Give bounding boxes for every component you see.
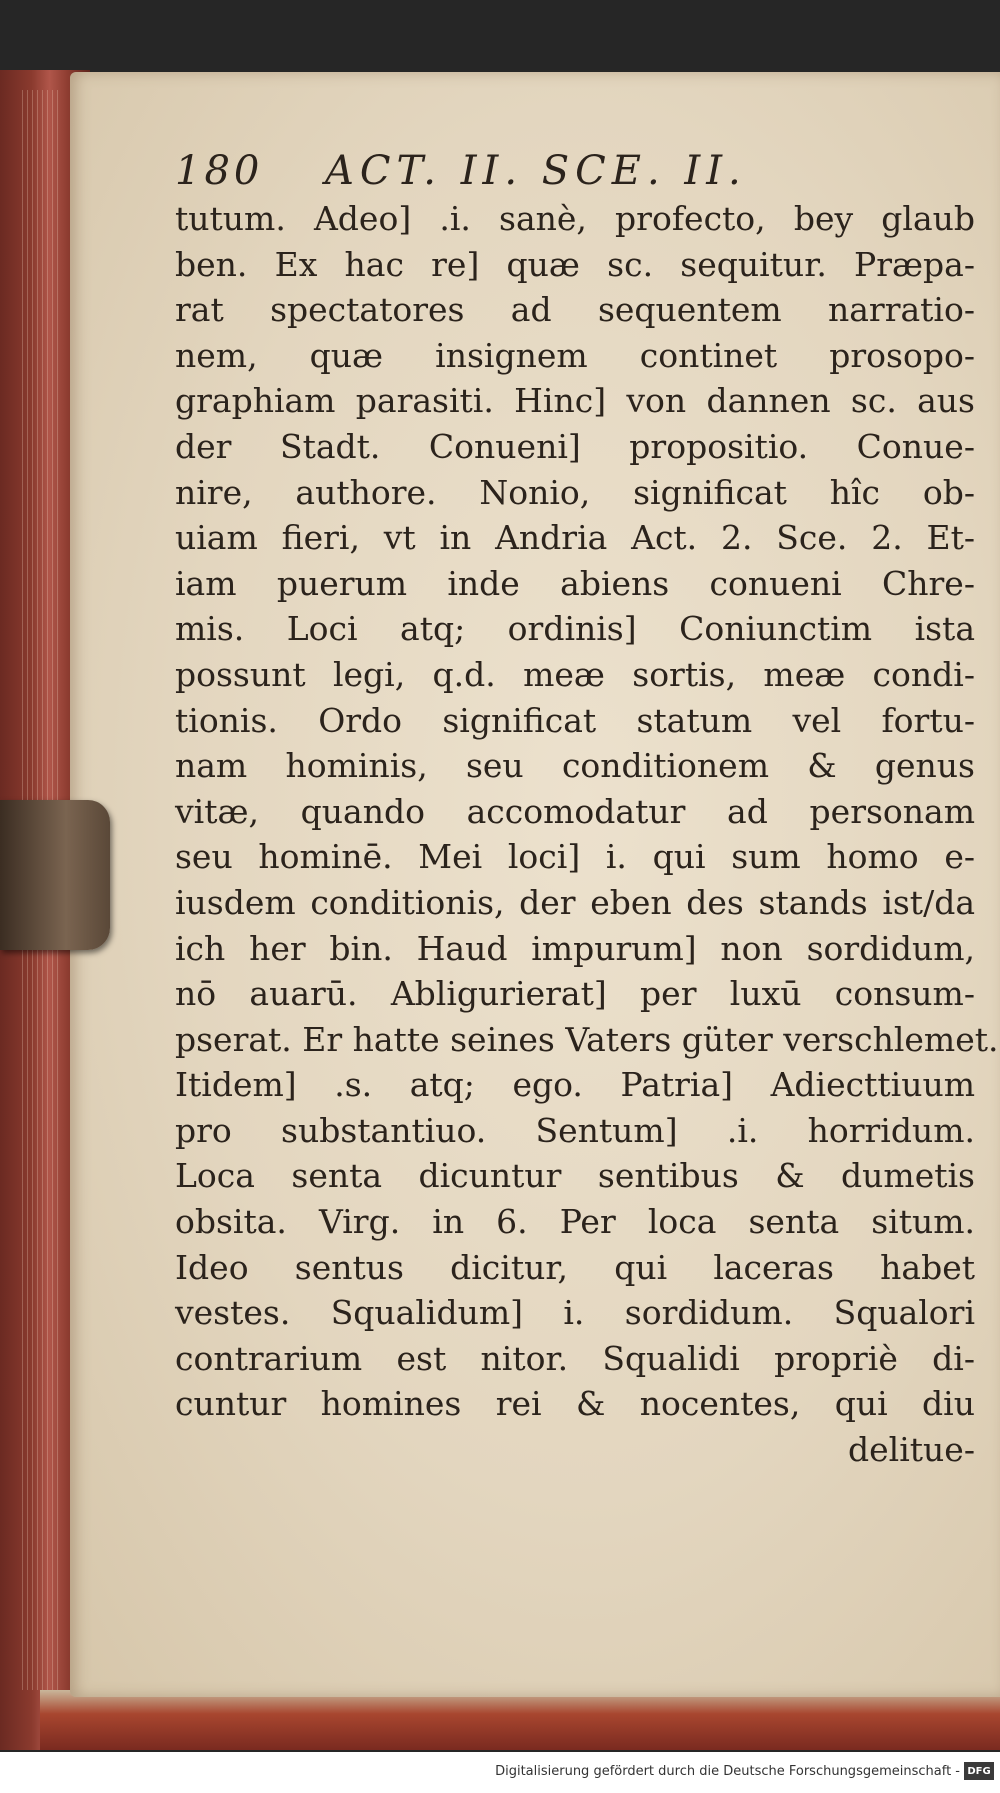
text-line: mis. Loci atq; ordinis] Coniunctim ista [175, 609, 975, 649]
text-line: tionis. Ordo significat statum vel fortu- [175, 700, 975, 740]
text-line: Ideo sentus dicitur, qui laceras habet [175, 1247, 975, 1287]
text-line: ich her bin. Haud impurum] non sordidum, [175, 928, 975, 968]
text-line: Itidem] .s. atq; ego. Patria] Adiecttiuum [175, 1065, 975, 1105]
catchword: delitue- [848, 1430, 975, 1470]
text-line: possunt legi, q.d. meæ sortis, meæ condi- [175, 654, 975, 694]
page-text [175, 148, 999, 1473]
text-line: der Stadt. Conueni] propositio. Conue- [175, 426, 975, 466]
text-line: rat spectatores ad sequentem narratio- [175, 290, 975, 330]
text-line: nire, authore. Nonio, significat hîc ob- [175, 472, 975, 512]
text-line: vestes. Squalidum] i. sordidum. Squalori [175, 1293, 975, 1333]
text-line: graphiam parasiti. Hinc] von dannen sc. aus [175, 381, 975, 421]
text-line: tutum. Adeo] .i. sanè, profecto, bey glaub [175, 199, 975, 238]
text-line: nam hominis, seu conditionem & genus [175, 746, 975, 786]
text-line: iam puerum inde abiens conueni Chre- [175, 563, 975, 603]
text-line: nō auarū. Abligurierat] per luxū consum- [175, 974, 975, 1014]
digitization-footer [0, 1752, 1000, 1793]
page-number: 180 [175, 148, 264, 194]
text-line: seu hominē. Mei loci] i. qui sum homo e- [175, 837, 975, 877]
text-line: nem, quæ insignem continet prosopo- [175, 335, 975, 375]
text-line: obsita. Virg. in 6. Per loca senta situm. [175, 1202, 975, 1242]
text-line: pserat. Er hatte seines Vaters güter verschlemet. [175, 1019, 999, 1059]
book-clasp [0, 800, 110, 950]
text-line: cuntur homines rei & nocentes, qui diu [175, 1384, 975, 1424]
running-head [175, 148, 975, 194]
text-line: ben. Ex hac re] quæ sc. sequitur. Præpa- [175, 244, 975, 284]
dfg-logo: DFG [964, 1762, 994, 1780]
text-line: pro substantiuo. Sentum] .i. horridum. [175, 1110, 975, 1150]
text-line: Loca senta dicuntur sentibus & dumetis [175, 1156, 975, 1196]
running-title: ACT. II. SCE. II. [325, 148, 747, 194]
footer-credit: Digitalisierung gefördert durch die Deutsche Forschungsgemeinschaft - [495, 1764, 960, 1779]
text-line: vitæ, quando accomodatur ad personam [175, 791, 975, 831]
book-edge-bottom [40, 1690, 1000, 1750]
text-line: uiam fieri, vt in Andria Act. 2. Sce. 2. Et- [175, 518, 975, 558]
text-line: iusdem conditionis, der eben des stands ist/da [175, 882, 975, 922]
text-line: contrarium est nitor. Squalidi propriè di- [175, 1338, 975, 1378]
